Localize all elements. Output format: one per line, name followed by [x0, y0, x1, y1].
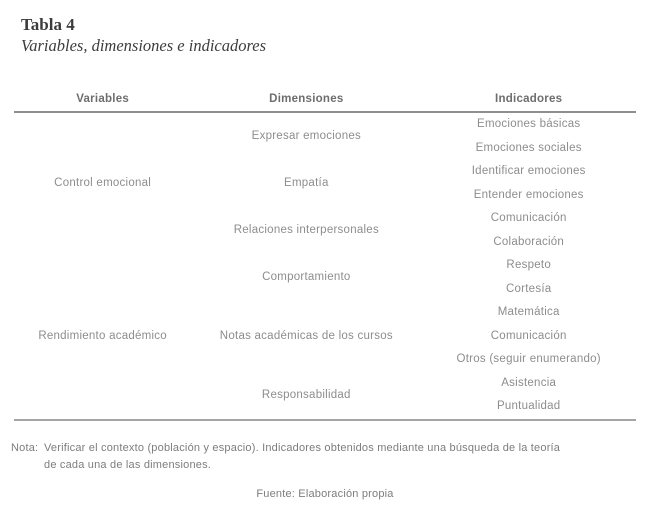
indicator-cell: Entender emociones — [473, 188, 584, 201]
dimension-cell: Notas académicas de los cursos — [219, 329, 393, 342]
indicator-cell: Emociones básicas — [477, 118, 581, 131]
indicator-cell: Asistencia — [501, 376, 557, 389]
table-title: Variables, dimensiones e indicadores — [21, 36, 267, 55]
note-text-line2: de cada una de las dimensiones. — [44, 459, 212, 471]
table-number: Tabla 4 — [21, 15, 75, 34]
dimension-cell: Expresar emociones — [251, 130, 361, 142]
document-page — [0, 15, 650, 500]
dimension-cell: Comportamiento — [262, 271, 351, 283]
indicator-cell: Otros (seguir enumerando) — [456, 353, 601, 366]
indicator-cell: Comunicación — [490, 329, 567, 342]
note-label: Nota: — [11, 441, 39, 454]
dimension-cell: Empatía — [284, 177, 329, 189]
indicator-cell: Matemática — [497, 306, 560, 319]
indicator-cell: Cortesía — [505, 282, 552, 295]
col-header-indicadores: Indicadores — [421, 93, 636, 112]
indicator-cell: Emociones sociales — [475, 141, 582, 154]
table-row — [14, 112, 636, 137]
table-caption — [21, 15, 650, 57]
indicator-cell: Comunicación — [490, 212, 567, 225]
variable-cell: Control emocional — [54, 177, 152, 189]
variables-table — [14, 93, 636, 421]
indicator-cell: Respeto — [506, 259, 551, 272]
header-row — [14, 93, 636, 112]
source-line: Fuente: Elaboración propia — [256, 487, 394, 500]
indicator-cell: Colaboración — [493, 235, 565, 248]
indicator-cell: Identificar emociones — [471, 165, 586, 178]
table-footer — [0, 440, 650, 500]
note-text-line1: Verificar el contexto (población y espacio). Indicadores obtenidos mediante una búsqueda de la teoría — [44, 441, 561, 454]
indicator-cell: Puntualidad — [496, 400, 561, 413]
variable-cell: Rendimiento académico — [38, 329, 167, 342]
dimension-cell: Relaciones interpersonales — [233, 224, 379, 236]
table-note — [11, 440, 650, 475]
col-header-dimensiones: Dimensiones — [191, 93, 421, 112]
table-row — [14, 254, 636, 278]
dimension-cell: Responsabilidad — [261, 388, 351, 401]
col-header-variables: Variables — [14, 93, 191, 112]
